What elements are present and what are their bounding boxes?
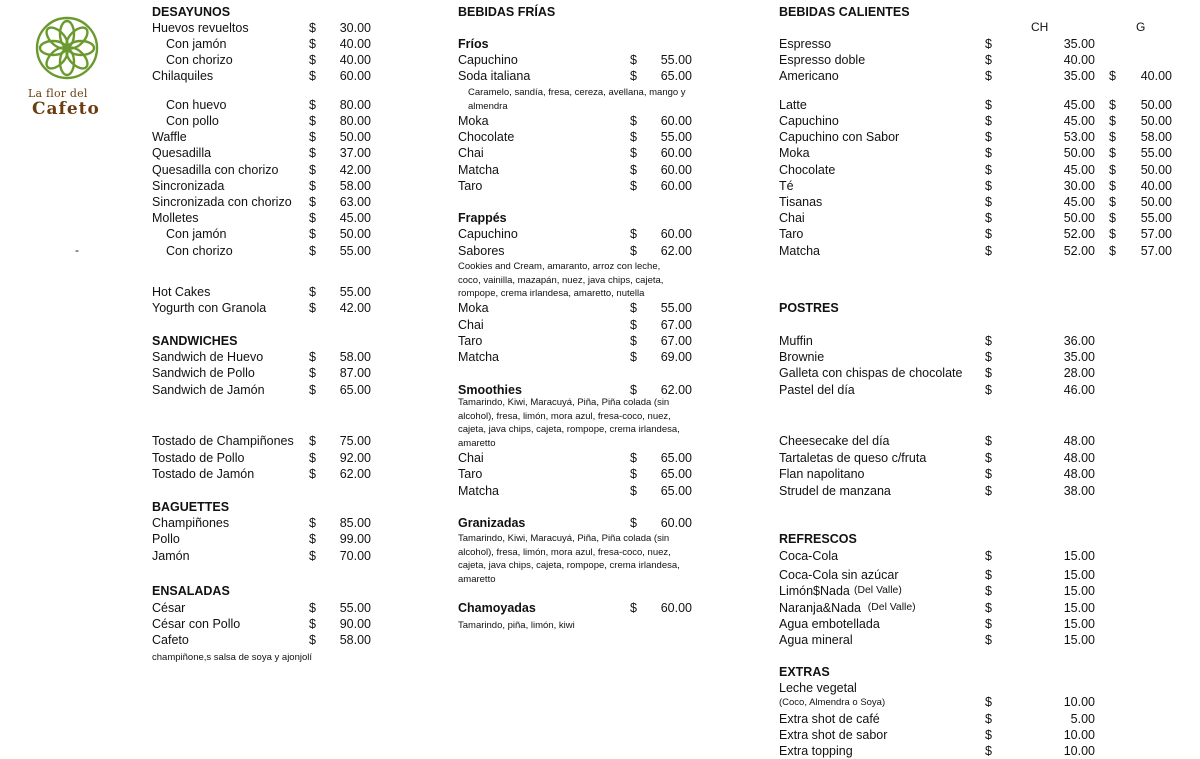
item-name: Taro	[458, 467, 483, 481]
currency-sign: $	[1109, 98, 1116, 112]
item-price-large: 50.00	[1140, 114, 1172, 128]
item-price: 67.00	[660, 334, 692, 348]
currency-sign: $	[1109, 227, 1116, 241]
currency-sign: $	[985, 350, 992, 364]
stray-dash: -	[75, 243, 79, 257]
section-title-desayunos: DESAYUNOS	[152, 5, 231, 19]
item-price: 65.00	[660, 451, 692, 465]
currency-sign: $	[630, 383, 637, 397]
item-name: Sincronizada	[152, 179, 225, 193]
subsection-title-frios: Fríos	[458, 37, 489, 51]
item-name: Quesadilla con chorizo	[152, 163, 279, 177]
item-price: 60.00	[660, 163, 692, 177]
logo-line-2: Cafeto	[32, 99, 100, 119]
item-price: 48.00	[1063, 467, 1095, 481]
currency-sign: $	[309, 285, 316, 299]
item-name: Capuchino	[458, 227, 518, 241]
item-price: 55.00	[339, 244, 371, 258]
item-name: Coca-Cola sin azúcar	[779, 568, 899, 582]
item-price-large: 55.00	[1140, 211, 1172, 225]
item-price: 30.00	[1063, 179, 1095, 193]
currency-sign: $	[985, 179, 992, 193]
item-price: 45.00	[1063, 163, 1095, 177]
currency-sign: $	[1109, 163, 1116, 177]
item-note: (Del Valle)	[867, 602, 916, 613]
item-name: Tartaletas de queso c/fruta	[779, 451, 927, 465]
item-name: Capuchino	[458, 53, 518, 67]
section-title-baguettes: BAGUETTES	[152, 500, 230, 514]
currency-sign: $	[985, 695, 992, 709]
item-price: 65.00	[660, 467, 692, 481]
currency-sign: $	[985, 383, 992, 397]
item-price: 58.00	[339, 350, 371, 364]
item-price: 52.00	[1063, 227, 1095, 241]
size-header-ch: CH	[1031, 20, 1049, 34]
chamoyada-flavors-note: Tamarindo, piña, limón, kiwi	[458, 620, 575, 631]
item-price: 45.00	[1063, 98, 1095, 112]
item-price: 40.00	[339, 53, 371, 67]
currency-sign: $	[985, 244, 992, 258]
section-title-bebidas-frias: BEBIDAS FRÍAS	[458, 5, 556, 19]
currency-sign: $	[630, 334, 637, 348]
currency-sign: $	[985, 366, 992, 380]
item-price: 60.00	[660, 146, 692, 160]
currency-sign: $	[309, 451, 316, 465]
currency-sign: $	[1109, 146, 1116, 160]
currency-sign: $	[985, 146, 992, 160]
item-price: 65.00	[660, 484, 692, 498]
item-price: 35.00	[1063, 37, 1095, 51]
item-price: 15.00	[1063, 584, 1095, 598]
item-price: 62.00	[339, 467, 371, 481]
item-name: Jamón	[152, 549, 190, 563]
item-price: 50.00	[1063, 211, 1095, 225]
item-price: 5.00	[1070, 712, 1095, 726]
subsection-title-granizadas: Granizadas	[458, 516, 526, 530]
item-name: Yogurth con Granola	[152, 301, 267, 315]
item-price-large: 57.00	[1140, 244, 1172, 258]
currency-sign: $	[630, 146, 637, 160]
item-price-large: 50.00	[1140, 98, 1172, 112]
item-price-large: 50.00	[1140, 163, 1172, 177]
currency-sign: $	[630, 451, 637, 465]
currency-sign: $	[985, 195, 992, 209]
section-title-bebidas-calientes: BEBIDAS CALIENTES	[779, 5, 910, 19]
currency-sign: $	[985, 549, 992, 563]
item-price: 69.00	[660, 350, 692, 364]
currency-sign: $	[1109, 244, 1116, 258]
item-price: 65.00	[660, 69, 692, 83]
item-price-large: 58.00	[1140, 130, 1172, 144]
item-price: 40.00	[339, 37, 371, 51]
item-price: 53.00	[1063, 130, 1095, 144]
item-name: Agua embotellada	[779, 617, 880, 631]
item-price: 30.00	[339, 21, 371, 35]
item-price: 70.00	[339, 549, 371, 563]
section-title-ensaladas: ENSALADAS	[152, 584, 230, 598]
currency-sign: $	[309, 617, 316, 631]
currency-sign: $	[309, 163, 316, 177]
currency-sign: $	[1109, 179, 1116, 193]
item-price: 37.00	[339, 146, 371, 160]
item-price: 10.00	[1063, 744, 1095, 758]
item-name: Latte	[779, 98, 807, 112]
item-name: Matcha	[779, 244, 820, 258]
item-name: Cafeto	[152, 633, 189, 647]
currency-sign: $	[985, 69, 992, 83]
item-price: 60.00	[660, 114, 692, 128]
currency-sign: $	[985, 37, 992, 51]
subsection-title-frappes: Frappés	[458, 211, 507, 225]
currency-sign: $	[309, 98, 316, 112]
item-price-large: 55.00	[1140, 146, 1172, 160]
currency-sign: $	[309, 195, 316, 209]
currency-sign: $	[985, 434, 992, 448]
item-price: 80.00	[339, 114, 371, 128]
item-name: Sandwich de Pollo	[152, 366, 255, 380]
item-price: 52.00	[1063, 244, 1095, 258]
item-price-large: 57.00	[1140, 227, 1172, 241]
item-name: Pollo	[152, 532, 180, 546]
item-name: Huevos revueltos	[152, 21, 249, 35]
item-name: Chocolate	[458, 130, 515, 144]
currency-sign: $	[985, 484, 992, 498]
item-price: 15.00	[1063, 601, 1095, 615]
currency-sign: $	[309, 601, 316, 615]
item-price: 48.00	[1063, 451, 1095, 465]
item-price: 15.00	[1063, 568, 1095, 582]
item-name: Tostado de Champiñones	[152, 434, 294, 448]
item-price: 60.00	[339, 69, 371, 83]
item-name: Extra shot de sabor	[779, 728, 888, 742]
section-title-refrescos: REFRESCOS	[779, 532, 857, 546]
item-name: Chai	[458, 451, 484, 465]
item-price: 28.00	[1063, 366, 1095, 380]
currency-sign: $	[309, 516, 316, 530]
currency-sign: $	[985, 617, 992, 631]
currency-sign: $	[1109, 195, 1116, 209]
item-price: 99.00	[339, 532, 371, 546]
item-price: 35.00	[1063, 350, 1095, 364]
currency-sign: $	[985, 633, 992, 647]
item-price: 90.00	[339, 617, 371, 631]
subsection-title-chamoyadas: Chamoyadas	[458, 601, 536, 615]
currency-sign: $	[309, 227, 316, 241]
item-price-large: 40.00	[1140, 179, 1172, 193]
item-name: Sabores	[458, 244, 505, 258]
item-name: Flan napolitano	[779, 467, 865, 481]
item-name: Matcha	[458, 484, 499, 498]
logo-line-1: La flor del	[28, 87, 88, 100]
frappe-flavors-note: Cookies and Cream, amaranto, arroz con leche, coco, vainilla, mazapán, nuez, java chips, cajeta, rompope, crema irlandesa, amaretto, nutella	[458, 261, 664, 299]
item-note: (Del Valle)	[854, 585, 902, 596]
item-name: Tostado de Pollo	[152, 451, 245, 465]
item-name: Capuchino con Sabor	[779, 130, 900, 144]
item-name: Taro	[458, 179, 483, 193]
item-name: Chai	[779, 211, 805, 225]
currency-sign: $	[309, 244, 316, 258]
item-price: 87.00	[339, 366, 371, 380]
currency-sign: $	[309, 114, 316, 128]
item-price: 55.00	[339, 601, 371, 615]
currency-sign: $	[309, 532, 316, 546]
item-price-large: 50.00	[1140, 195, 1172, 209]
item-price: 45.00	[339, 211, 371, 225]
item-price: 48.00	[1063, 434, 1095, 448]
item-price: 55.00	[660, 53, 692, 67]
item-price: 60.00	[660, 179, 692, 193]
logo	[28, 12, 108, 122]
item-price: 45.00	[1063, 195, 1095, 209]
item-name: Quesadilla	[152, 146, 212, 160]
currency-sign: $	[309, 21, 316, 35]
smoothie-flavors-note: Tamarindo, Kiwi, Maracuyá, Piña, Piña colada (sin alcohol), fresa, limón, mora azul, fresa-coco, nuez, cajeta, java chips, cajeta, rompope, crema irlandesa, amaretto	[458, 397, 680, 449]
currency-sign: $	[985, 227, 992, 241]
ensalada-description: champiñone,s salsa de soya y ajonjolí	[152, 652, 313, 663]
item-name: Matcha	[458, 350, 499, 364]
leche-vegetal-note: (Coco, Almendra o Soya)	[779, 697, 886, 708]
currency-sign: $	[630, 601, 637, 615]
item-name: Tisanas	[779, 195, 823, 209]
currency-sign: $	[309, 53, 316, 67]
currency-sign: $	[309, 179, 316, 193]
item-name: Hot Cakes	[152, 285, 211, 299]
item-price: 60.00	[660, 601, 692, 615]
item-price: 15.00	[1063, 549, 1095, 563]
section-title-sandwiches: SANDWICHES	[152, 334, 238, 348]
item-name: Taro	[458, 334, 483, 348]
currency-sign: $	[985, 98, 992, 112]
item-price: 67.00	[660, 318, 692, 332]
currency-sign: $	[309, 69, 316, 83]
currency-sign: $	[1109, 130, 1116, 144]
item-price: 42.00	[339, 301, 371, 315]
currency-sign: $	[309, 434, 316, 448]
item-name: César con Pollo	[152, 617, 241, 631]
currency-sign: $	[985, 744, 992, 758]
currency-sign: $	[985, 712, 992, 726]
item-name: Chilaquiles	[152, 69, 214, 83]
currency-sign: $	[630, 484, 637, 498]
currency-sign: $	[1109, 114, 1116, 128]
currency-sign: $	[309, 383, 316, 397]
item-name: Moka	[779, 146, 810, 160]
item-name: Waffle	[152, 130, 187, 144]
item-price-large: 40.00	[1140, 69, 1172, 83]
item-name: Coca-Cola	[779, 549, 839, 563]
item-price: 46.00	[1063, 383, 1095, 397]
flower-logo-icon	[34, 12, 100, 84]
item-name: Té	[779, 179, 794, 193]
item-price: 55.00	[339, 285, 371, 299]
item-name: Sandwich de Jamón	[152, 383, 265, 397]
item-price: 15.00	[1063, 617, 1095, 631]
size-header-g: G	[1136, 20, 1146, 34]
item-name: Agua mineral	[779, 633, 853, 647]
currency-sign: $	[985, 601, 992, 615]
item-price: 58.00	[339, 633, 371, 647]
item-name: Espresso doble	[779, 53, 866, 67]
currency-sign: $	[985, 467, 992, 481]
currency-sign: $	[630, 130, 637, 144]
item-name: Con chorizo	[166, 244, 233, 258]
currency-sign: $	[630, 350, 637, 364]
currency-sign: $	[985, 130, 992, 144]
item-name: Con pollo	[166, 114, 219, 128]
item-name: Leche vegetal	[779, 681, 857, 695]
currency-sign: $	[630, 244, 637, 258]
item-price: 36.00	[1063, 334, 1095, 348]
item-price: 38.00	[1063, 484, 1095, 498]
item-price: 75.00	[339, 434, 371, 448]
item-name: Chai	[458, 318, 484, 332]
item-price: 63.00	[339, 195, 371, 209]
item-price: 80.00	[339, 98, 371, 112]
item-name: Con chorizo	[166, 53, 233, 67]
item-name: Limón$Nada	[779, 584, 850, 598]
currency-sign: $	[630, 53, 637, 67]
currency-sign: $	[630, 318, 637, 332]
soda-flavors-note: Caramelo, sandía, fresa, cereza, avellana, mango y almendra	[468, 87, 686, 112]
item-price: 60.00	[660, 516, 692, 530]
item-price: 10.00	[1063, 728, 1095, 742]
currency-sign: $	[630, 301, 637, 315]
currency-sign: $	[309, 211, 316, 225]
item-name: Muffin	[779, 334, 813, 348]
item-name: Moka	[458, 301, 489, 315]
item-name: Matcha	[458, 163, 499, 177]
currency-sign: $	[1109, 69, 1116, 83]
currency-sign: $	[309, 366, 316, 380]
item-name: Galleta con chispas de chocolate	[779, 366, 963, 380]
item-name: Capuchino	[779, 114, 839, 128]
currency-sign: $	[1109, 211, 1116, 225]
section-title-extras: EXTRAS	[779, 665, 830, 679]
item-price: 85.00	[339, 516, 371, 530]
currency-sign: $	[309, 130, 316, 144]
item-price: 58.00	[339, 179, 371, 193]
item-name: Tostado de Jamón	[152, 467, 255, 481]
item-price: 55.00	[660, 130, 692, 144]
currency-sign: $	[985, 53, 992, 67]
currency-sign: $	[630, 114, 637, 128]
item-name: Pastel del día	[779, 383, 855, 397]
currency-sign: $	[985, 451, 992, 465]
item-price: 40.00	[1063, 53, 1095, 67]
item-name: Extra topping	[779, 744, 853, 758]
item-price: 50.00	[339, 227, 371, 241]
currency-sign: $	[309, 467, 316, 481]
currency-sign: $	[630, 227, 637, 241]
currency-sign: $	[985, 211, 992, 225]
currency-sign: $	[985, 584, 992, 598]
item-name: Con jamón	[166, 227, 227, 241]
currency-sign: $	[630, 163, 637, 177]
item-name: Chocolate	[779, 163, 836, 177]
currency-sign: $	[309, 549, 316, 563]
subsection-title-smoothies: Smoothies	[458, 383, 522, 397]
currency-sign: $	[630, 69, 637, 83]
item-name: Naranja&Nada	[779, 601, 861, 615]
currency-sign: $	[985, 334, 992, 348]
item-name: Sandwich de Huevo	[152, 350, 264, 364]
currency-sign: $	[985, 114, 992, 128]
currency-sign: $	[985, 568, 992, 582]
item-price: 35.00	[1063, 69, 1095, 83]
section-title-postres: POSTRES	[779, 301, 839, 315]
currency-sign: $	[309, 146, 316, 160]
currency-sign: $	[309, 633, 316, 647]
item-name: Molletes	[152, 211, 199, 225]
item-name: Taro	[779, 227, 804, 241]
item-name: Con huevo	[166, 98, 227, 112]
item-name: César	[152, 601, 186, 615]
item-name: Moka	[458, 114, 489, 128]
currency-sign: $	[309, 37, 316, 51]
item-name: Brownie	[779, 350, 825, 364]
item-price: 15.00	[1063, 633, 1095, 647]
item-price: 65.00	[339, 383, 371, 397]
item-name: Champiñones	[152, 516, 230, 530]
currency-sign: $	[985, 163, 992, 177]
item-name: Chai	[458, 146, 484, 160]
item-price: 92.00	[339, 451, 371, 465]
item-name: Soda italiana	[458, 69, 531, 83]
item-name: Extra shot de café	[779, 712, 880, 726]
granizada-flavors-note: Tamarindo, Kiwi, Maracuyá, Piña, Piña colada (sin alcohol), fresa, limón, mora azul, fresa-coco, nuez, cajeta, java chips, cajeta, rompope, crema irlandesa, amaretto	[458, 533, 680, 585]
item-price: 60.00	[660, 227, 692, 241]
currency-sign: $	[309, 350, 316, 364]
item-name: Cheesecake del día	[779, 434, 890, 448]
item-price: 45.00	[1063, 114, 1095, 128]
item-price: 10.00	[1063, 695, 1095, 709]
currency-sign: $	[309, 301, 316, 315]
item-name: Espresso	[779, 37, 832, 51]
currency-sign: $	[985, 728, 992, 742]
item-price: 42.00	[339, 163, 371, 177]
item-name: Americano	[779, 69, 839, 83]
currency-sign: $	[630, 516, 637, 530]
currency-sign: $	[630, 179, 637, 193]
item-price: 50.00	[1063, 146, 1095, 160]
item-price: 55.00	[660, 301, 692, 315]
item-name: Strudel de manzana	[779, 484, 891, 498]
item-price: 50.00	[339, 130, 371, 144]
currency-sign: $	[630, 467, 637, 481]
item-name: Sincronizada con chorizo	[152, 195, 292, 209]
item-price: 62.00	[660, 244, 692, 258]
item-price: 62.00	[660, 383, 692, 397]
item-name: Con jamón	[166, 37, 227, 51]
